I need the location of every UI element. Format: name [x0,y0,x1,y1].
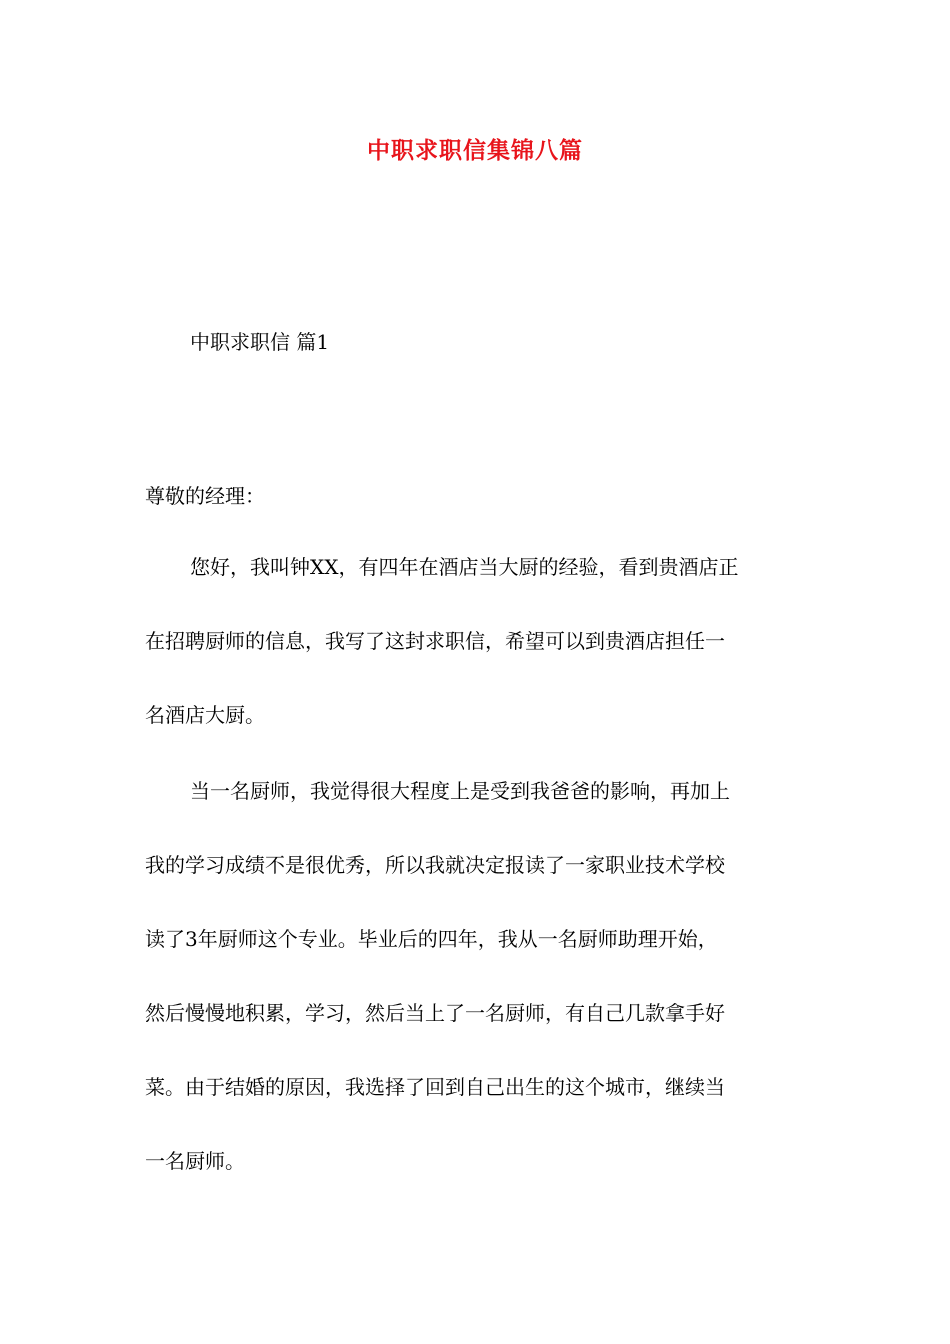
paragraph-line: 菜。由于结婚的原因，我选择了回到自己出生的这个城市，继续当 [145,1075,725,1099]
paragraph-line: 您好，我叫钟XX，有四年在酒店当大厨的经验，看到贵酒店正 [190,555,739,579]
paragraph-line: 当一名厨师，我觉得很大程度上是受到我爸爸的影响，再加上 [190,779,730,803]
paragraph-line: 我的学习成绩不是很优秀，所以我就决定报读了一家职业技术学校 [145,853,725,877]
salutation: 尊敬的经理： [145,484,265,508]
paragraph-line: 读了3年厨师这个专业。毕业后的四年，我从一名厨师助理开始， [145,927,718,951]
paragraph-2 [145,777,810,1175]
document-title: 中职求职信集锦八篇 [367,137,583,164]
paragraph-line: 然后慢慢地积累，学习，然后当上了一名厨师，有自己几款拿手好 [145,1001,725,1025]
section-heading: 中职求职信 篇1 [190,330,330,354]
paragraph-1 [145,553,810,729]
paragraph-line: 在招聘厨师的信息，我写了这封求职信，希望可以到贵酒店担任一 [145,629,725,653]
paragraph-line: 名酒店大厨。 [145,703,265,727]
paragraph-line: 一名厨师。 [145,1149,245,1173]
